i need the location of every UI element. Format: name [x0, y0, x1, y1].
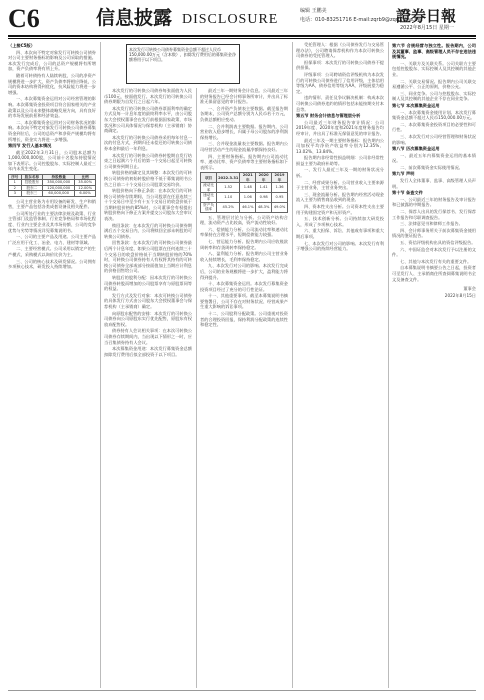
paragraph: 六、重大担保、诉讼、其他或有事项和重大期后事项。 — [296, 228, 384, 239]
table-cell: 1.10 — [217, 192, 240, 202]
paragraph: 第五节 财务会计信息与管理层分析 — [296, 113, 361, 119]
table-cell: 120,000,000 — [43, 185, 75, 190]
paragraph: 回售条款：在本次发行的可转换公司债券最后两个计息年度，如果公司股票在任何连续三十个交易日的收盘价格低于当期转股价格的70%时，可转换公司债券持有人有权将其持有的可转换公司债券全部或部分按面值加上当期应计利息的价格回售给公司。 — [104, 240, 192, 274]
paragraph: 转股价格的确定及其调整：本次发行的可转换公司债券的初始转股价格不低于募集说明书公告之日前二十个交易日公司股票交易均价。 — [104, 170, 192, 187]
section-title: 信息披露 — [96, 7, 173, 29]
paragraph: 最近三年一期财务会计信息。公司最近三年的财务报告已经会计师事务所审计，并出具了标准无保留意见的审计报告。 — [200, 88, 288, 105]
paragraph: 二、本次募集资金运用对公司财务状况的影响。本次向不特定对象发行可转换公司债券募集资金到位后，公司的总资产和净资产规模均将有所增长，资金实力将进一步增强。 — [8, 119, 96, 142]
column-1-paragraphs — [8, 50, 96, 172]
paragraph: 二、关联交易情况。报告期内公司关联交易遵循公平、公正的原则，价格公允。 — [392, 78, 476, 90]
table-header-cell: 项目 — [201, 173, 217, 183]
paragraph: 二、前次募集资金实际使用情况。 — [400, 164, 463, 170]
table-cell: 350,000,000 — [43, 180, 75, 185]
table-cell: 0.98 — [256, 192, 272, 202]
paragraph: 第十节 备查文件 — [392, 190, 423, 196]
column-2 — [104, 88, 192, 688]
paragraph: 六、偿债能力分析。公司流动比率和速动比率保持在合理水平，短期偿债能力较强。 — [200, 226, 288, 238]
table-cell: 股东三 — [21, 191, 43, 196]
paragraph: 本次发行的可转换公司债券采用每年付息一次的付息方式，到期归还未偿还的可转换公司债券本金和最后一年利息。 — [104, 134, 192, 151]
paragraph: 一、本次募集资金使用计划。本次发行募集资金总额不超过人民币150,000.00万元。 — [392, 109, 476, 121]
paragraph: 债券持有人会议相关事项：在本次可转换公司债券存续期间内，当出现以下情形之一时，应当召集债券持有人会议。 — [104, 328, 192, 345]
paragraph: 转股后的股利分配：因本次发行的可转换公司债券转股而增加的公司股票享有与原股票同等的权益。 — [104, 275, 192, 292]
paragraph: 三、现金流量分析。报告期内经营活动现金流入主要为销售商品收到的现金。 — [296, 191, 384, 203]
table-cell: 资产负债率 — [201, 202, 217, 212]
paragraph: 公司主营业务为专用设备的研发、生产和销售，主要产品包括各类成套设备及相关配件。 — [8, 198, 96, 210]
paragraph: 三、合并现金流量表主要数据。报告期内公司经营活动产生的现金流量净额保持良好。 — [200, 141, 288, 152]
paragraph: 五、管理层讨论与分析。公司资产结构合理，流动资产占比较高，资产流动性较好。 — [200, 214, 288, 226]
table-cell: 股东二 — [21, 185, 43, 190]
column-3-tail — [200, 215, 288, 328]
paragraph: 七、本次发行对公司的影响。本次发行有利于增强公司的持续经营能力。 — [296, 240, 384, 252]
paragraph: 七、其他与本次发行有关的重要文件。 — [400, 258, 472, 264]
paragraph: 第九节 声明 — [392, 171, 415, 177]
paragraph: 五、技术创新分析。公司持续加大研发投入，形成了多项核心技术。 — [296, 216, 384, 227]
paragraph: 三、公司的核心技术及研发情况。公司拥有多项核心技术，研发投入持续增加。 — [8, 258, 96, 270]
paragraph: 二、经营成果分析。公司营业收入主要来源于主营业务，主营业务突出。 — [296, 179, 384, 191]
column-5-paragraphs — [392, 43, 476, 282]
column-4 — [296, 42, 384, 688]
table-row — [201, 192, 288, 202]
table-header-cell: 序号 — [9, 175, 22, 180]
paragraph: 本次募集资金用途：本次发行募集资金总额扣除发行费用后拟全部投资于以下项目。 — [104, 346, 192, 357]
section-english-title: DISCLOSURE — [182, 12, 279, 27]
signature: 董事会 — [463, 286, 476, 292]
paragraph: 三、法律意见书和律师工作报告。 — [400, 221, 463, 227]
table-header-cell: 比例 — [75, 175, 96, 180]
table-cell: 35.00% — [75, 180, 96, 185]
table-cell: 0.95 — [272, 192, 288, 202]
table-row — [201, 183, 288, 193]
paragraph: 一、公司的主要产品及用途。公司主要产品广泛应用于化工、冶金、电力、建材等领域。 — [8, 234, 96, 245]
table-cell: 12.00% — [75, 185, 96, 190]
paragraph: 第四节 发行人基本情况 — [8, 143, 52, 149]
table-cell: 1.41 — [256, 183, 272, 193]
header-rule — [8, 35, 476, 37]
financial-indicators-table — [200, 172, 288, 212]
paragraph: 公司所处行业的主要法律法规及政策、行业主管部门及监管体制、行业竞争格局和市场化程度、行业内主要企业及其市场份额、公司的竞争优势与劣势等情况详见募集说明书。 — [8, 210, 96, 233]
paragraph: 发行方式及发行对象：本次可转换公司债券的具体发行方式由公司股东大会授权董事会与保荐机构（主承销商）确定。 — [104, 292, 192, 309]
paragraph: 违约情形、责任及争议解决机制：构成本次可转换公司债券违约的情形包括未能按期支付本息等。 — [296, 95, 384, 112]
column-3 — [200, 88, 288, 688]
table-row — [201, 202, 288, 212]
signature-date: 2022年8月15日 — [444, 292, 476, 298]
paragraph: 十一、其他重要事项。截至本募集说明书摘要签署日，公司不存在对财务状况、经营成果产生重大影响的诉讼事项。 — [200, 293, 288, 310]
paragraph: 十二、公司股利分配政策。公司重视对投资者的合理投资回报，保持利润分配政策的连续性和稳定性。 — [200, 311, 288, 328]
column-4-paragraphs — [296, 42, 384, 252]
paragraph: 六、中国证监会对本次发行予以注册的文件。 — [392, 246, 476, 258]
table-cell: 48.3% — [256, 202, 272, 212]
column-1 — [8, 42, 96, 688]
column-divider — [292, 42, 293, 688]
shareholder-table — [8, 174, 96, 197]
table-cell: 6.00% — [75, 191, 96, 196]
paragraph: 一、发行人最近三年及一期的财务状况分析。 — [296, 167, 384, 179]
paragraph: 八、盈利能力分析。报告期内公司主营业务收入持续增长，毛利率保持稳定。 — [200, 251, 288, 262]
column-3-paragraphs — [200, 88, 288, 170]
table-cell: 1.52 — [217, 183, 240, 193]
table-cell: 控股股东 — [21, 180, 43, 185]
paragraph: 七、营运能力分析。报告期内公司应收账款周转率和存货周转率保持稳定。 — [200, 238, 288, 250]
table-header-cell: 2022.3.31 — [217, 173, 240, 183]
date-line: 2022年8月15日 星期一 — [400, 25, 454, 31]
paragraph: 发行人全体董事、监事、高级管理人员声明。 — [392, 178, 476, 189]
paragraph: 赎回条款：在本次发行的可转换公司债券期满后五个交易日内，公司将赎回全部未转股的可转换公司债券。 — [104, 222, 192, 239]
newspaper-masthead: 證券日報 — [396, 7, 457, 25]
paragraph: 公司最近三年财务报告审计情况：公司2019年度、2020年度和2021年度财务报告均经审计，并出具了标准无保留意见的审计报告。 — [296, 119, 384, 136]
table-header-cell: 2020年 — [256, 173, 272, 183]
paragraph: 十、本次募集资金运用。本次发行募集资金投资项目经过了充分的可行性论证。 — [200, 281, 288, 292]
table-header-cell: 股东名称 — [21, 175, 43, 180]
paragraph: 本次发行的可转换公司债券转股期自发行结束之日起满六个月后的第一个交易日起至可转换公司债券到期日止。 — [104, 152, 192, 169]
column-divider — [196, 88, 197, 688]
paragraph: 报告期内非经常性损益明细：公司非经常性损益主要为政府补助等。 — [296, 155, 384, 166]
column-5 — [392, 42, 476, 688]
table-cell: 1 — [9, 180, 22, 185]
paragraph: 三、同业竞争。公司与控股股东、实际控制人及其控制的其他企业不存在同业竞争。 — [392, 90, 476, 102]
paragraph: 本次发行的可转换公司债券票面利率的确定方式及每一计息年度的最终利率水平，由公司股东大会授权董事会在发行前根据国家政策、市场状况和公司具体情况与保荐机构（主承销商）协商确定。 — [104, 105, 192, 134]
column-2-paragraphs — [104, 88, 192, 357]
paragraph: 五、资信评级机构出具的资信评级报告。 — [400, 240, 476, 245]
paragraph: 一、公司最近三年的财务报告及审计报告和已披露的中期报告。 — [392, 196, 476, 208]
paragraph: 向原股东配售的安排：本次发行的可转换公司债券向公司原股东实行优先配售，原股东有权放弃配售权。 — [104, 310, 192, 327]
table-header-cell: 2019年 — [272, 173, 288, 183]
table-header-cell: 2021年 — [240, 173, 256, 183]
table-cell: 1.06 — [240, 192, 256, 202]
paragraph: 一、最近五年内募集资金运用的基本情况。 — [392, 152, 476, 164]
table-cell: 45.2% — [217, 202, 240, 212]
paragraph: 担保事项：本次发行的可转换公司债券不提供担保。 — [296, 59, 384, 71]
paragraph: 评级事项：公司聘请资信评级机构为本次发行的可转换公司债券进行了信用评级，主体信用等级为AA，债券信用等级为AA，评级展望为稳定。 — [296, 71, 384, 94]
paragraph: 九、本次发行对公司的影响。本次发行完成后，公司的业务规模将进一步扩大，盈利能力将得到提升。 — [200, 263, 288, 280]
paragraph: 四、本次向不特定对象发行可转换公司债券对公司主要财务指标的影响及公司采取的措施。本次发行完成后，公司的总资产规模将有所增加，资产负债率将有所上升。 — [8, 49, 96, 72]
paragraph: 四、主要财务指标。报告期内公司流动比率、速动比率、资产负债率等主要财务指标如下表所示。 — [200, 153, 288, 170]
table-cell: 流动比率 — [201, 183, 217, 193]
page-header — [0, 0, 484, 38]
table-cell: 60,000,000 — [43, 191, 75, 196]
table-header-cell: 持股数量 — [43, 175, 75, 180]
paragraph: 第七节 本次募集资金运用 — [392, 102, 440, 108]
paragraph: 二、本次募集资金投资项目的必要性和可行性。 — [392, 121, 476, 133]
paragraph: 一、关联方及关联关系。公司关联方主要包括控股股东、实际控制人及其控制的其他企业。 — [392, 60, 476, 77]
table-cell: 1.36 — [272, 183, 288, 193]
paragraph: 截至2022年3月31日，公司股本总额为1,000,000,000股，公司前十名股东持股情况如下表所示。公司控股股东、实际控制人最近三年内未发生变化。 — [8, 149, 96, 172]
paragraph: 最近三年及一期主要财务指标：报告期内公司加权平均净资产收益率分别为12.35%、13.02%、13.84%。 — [296, 137, 384, 154]
table-row — [9, 191, 96, 196]
table-cell: 2 — [9, 185, 22, 190]
paragraph: 四、会计师事务所关于前次募集资金使用情况的鉴证报告。 — [392, 227, 476, 239]
table-cell: 1.48 — [240, 183, 256, 193]
paragraph: 本次发行的可转换公司债券每张面值为人民币100元，按面值发行。本次发行的可转换公司债券期限为自发行之日起六年。 — [104, 88, 192, 105]
paragraph: 二、合并利润表主要数据。报告期内，公司营业收入稳步增长，归属于母公司股东的净利润保持增长。 — [200, 123, 288, 140]
paragraph: 二、保荐人出具的发行保荐书、发行保荐工作报告和尽职调查报告。 — [392, 209, 476, 220]
page-code: C6 — [8, 4, 40, 33]
column-divider — [388, 42, 389, 688]
table-cell: 46.1% — [240, 202, 256, 212]
continuation-note: （上接C5版） — [8, 43, 35, 48]
paragraph: 随着可转债持有人陆续转股，公司的净资产规模将进一步扩大，资产负债率将相应降低，公司的资本结构将得到优化，抗风险能力将进一步增强。 — [8, 72, 96, 95]
paragraph: 受托管理人：根据《公司债券发行与交易管理办法》，公司聘请保荐机构作为本次可转换公司债券的受托管理人。 — [296, 42, 384, 59]
column-divider — [100, 42, 101, 688]
paragraph: 一、合并资产负债表主要数据。截至报告期各期末，公司资产总额分别为人民币若干万元，负债总额相应变动。 — [200, 105, 288, 122]
paragraph: 自本募集说明书摘要公告之日起，投资者可至发行人、主承销商住所查阅募集说明书全文及备查文件。 — [392, 265, 476, 282]
paragraph: 三、本次发行对公司经营管理和财务状况的影响。 — [392, 133, 476, 145]
table-cell: 3 — [9, 191, 22, 196]
header-rule-thin — [8, 38, 476, 39]
column-1-tail — [8, 199, 96, 270]
footer-rule — [8, 690, 476, 691]
phone-line: 电话：010-83251716 E-mail:zqrb9@zqrb.sina.net — [300, 17, 423, 23]
paragraph: 四、资本性支出分析。公司资本性支出主要用于购建固定资产和无形资产。 — [296, 204, 384, 215]
paragraph: 一、本次募集资金运用对公司经营管理的影响。本次募集资金投资项目符合国家相关的产业政策以及公司未来整体战略发展方向，具有良好的市场发展前景和经济效益。 — [8, 96, 96, 119]
table-cell: 速动比率 — [201, 192, 217, 202]
paragraph: 转股价格向下修正条款：在本次发行的可转换公司债券存续期间，当公司股票在任意连续三十个交易日中至少有十五个交易日的收盘价低于当期转股价格的85%时，公司董事会有权提出转股价格向下修正方案并提交公司股东大会审议表决。 — [104, 188, 192, 222]
paragraph: 二、主要经营模式。公司采用以销定产的生产模式，采购模式以询价比价为主。 — [8, 246, 96, 258]
notice-box: 本次发行可转换公司债券募集资金总额不超过人民币150,000.00万元（含本数），扣除发行费用后的募集资金净额将用于以下项目。 — [126, 44, 240, 84]
paragraph: 第六节 合规经营与独立性。报告期内，公司及其董事、监事、高级管理人员不存在违法违规情况。 — [392, 43, 476, 60]
editor-line: 编辑 王鹏美 — [300, 8, 327, 14]
paragraph: 第八节 历次募集资金运用 — [392, 146, 440, 152]
table-cell: 49.0% — [272, 202, 288, 212]
